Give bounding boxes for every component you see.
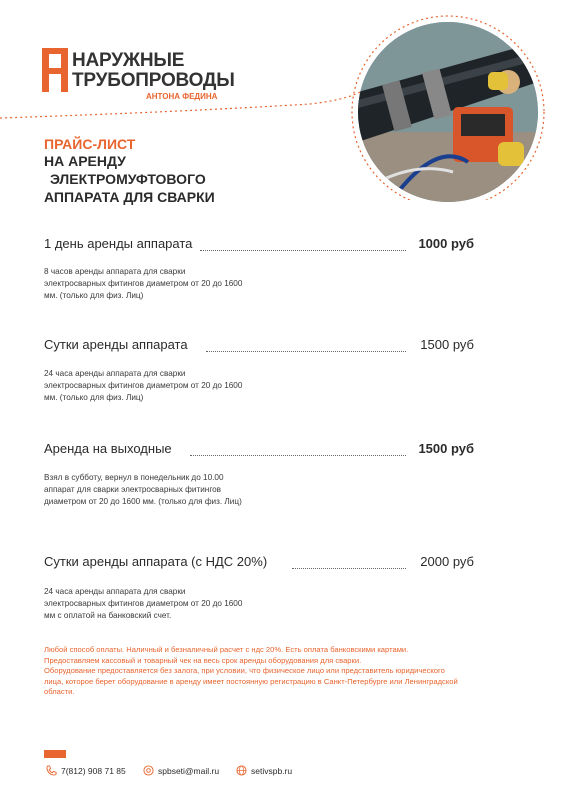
item-title: Сутки аренды аппарата (с НДС 20%) <box>44 554 268 569</box>
logo-pipe-icon <box>42 48 68 92</box>
item-description-line: диаметром от 20 до 1600 мм. (только для физ. Лиц) <box>44 497 242 506</box>
accent-bar <box>44 750 66 758</box>
logo-text-line2: ТРУБОПРОВОДЫ <box>72 70 235 91</box>
item-description-line: электросварных фитингов диаметром от 20 до 1600 <box>44 599 243 608</box>
item-description-line: мм с оплатой на банковский счет. <box>44 611 172 620</box>
email-address: spbseti@mail.ru <box>158 765 220 776</box>
item-description-line: мм. (только для физ. Лиц) <box>44 393 144 402</box>
dotted-leader <box>200 250 406 251</box>
note-line: Оборудование предоставляется без залога, при условии, что физическое лицо или представитель юридического <box>44 666 445 675</box>
item-description-line: аппарат для сварки электросварных фитингов <box>44 485 222 494</box>
contact-phone[interactable] <box>46 765 126 776</box>
dotted-leader <box>292 568 406 569</box>
item-description-line: электросварных фитингов диаметром от 20 до 1600 <box>44 381 243 390</box>
logo-text-line3: АНТОНА ФЕДИНА <box>146 92 218 101</box>
welding-photo <box>358 22 538 202</box>
item-title: Аренда на выходные <box>44 441 172 456</box>
contact-email[interactable] <box>143 765 219 776</box>
payment-note <box>44 645 458 698</box>
heading-line1: НА АРЕНДУ <box>44 153 126 169</box>
item-title: 1 день аренды аппарата <box>44 236 193 251</box>
note-line: области. <box>44 687 75 696</box>
phone-number: 7(812) 908 71 85 <box>61 765 126 776</box>
item-price: 1500 руб <box>418 441 474 456</box>
heading-line2: ЭЛЕКТРОМУФТОВОГО <box>50 171 206 187</box>
note-line: лица, которое берет оборудование в аренду имеет постоянную регистрацию в Санкт-Петербурге или Ленинградской <box>44 676 458 686</box>
contact-website[interactable] <box>236 765 292 776</box>
logo-text-line1: НАРУЖНЫЕ <box>72 50 185 71</box>
item-title: Сутки аренды аппарата <box>44 337 188 352</box>
item-description-line: 24 часа аренды аппарата для сварки <box>44 587 186 596</box>
globe-icon <box>236 765 247 776</box>
item-description-line: 24 часа аренды аппарата для сварки <box>44 369 186 378</box>
email-at-icon <box>143 765 154 776</box>
dotted-leader <box>190 455 406 456</box>
item-description-line: Взял в субботу, вернул в понедельник до 10.00 <box>44 473 224 482</box>
item-price: 1000 руб <box>418 236 474 251</box>
company-logo <box>36 30 236 110</box>
item-description-line: мм. (только для физ. Лиц) <box>44 291 144 300</box>
price-list-label: ПРАЙС-ЛИСТ <box>44 136 136 152</box>
heading-line3: АППАРАТА ДЛЯ СВАРКИ <box>44 189 215 205</box>
item-description-line: 8 часов аренды аппарата для сварки <box>44 267 186 276</box>
phone-icon <box>46 765 57 776</box>
item-description-line: электросварных фитингов диаметром от 20 до 1600 <box>44 279 243 288</box>
item-price: 1500 руб <box>420 337 474 352</box>
note-line: Любой способ оплаты. Наличный и безналичный расчет с ндс 20%. Есть оплата банковскими картами. <box>44 645 409 654</box>
note-line: Предоставляем кассовый и товарный чек на весь срок аренды оборудования для сварки. <box>44 655 362 665</box>
item-price: 2000 руб <box>420 554 474 569</box>
website-url: setivspb.ru <box>251 765 293 776</box>
dotted-leader <box>206 351 406 352</box>
